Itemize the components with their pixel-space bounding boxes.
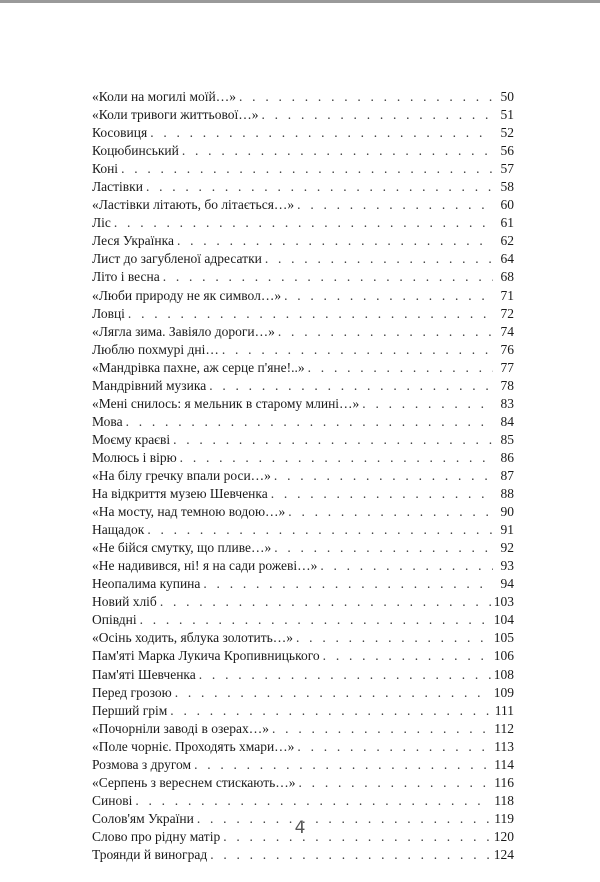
toc-entry-page: 84	[500, 413, 514, 429]
toc-entry-page: 106	[493, 648, 514, 664]
toc-entry-page: 68	[500, 269, 514, 285]
toc-entry	[92, 666, 514, 684]
dot-leader	[262, 106, 494, 124]
dot-leader	[150, 124, 493, 142]
toc-entry-title: Пам'яті Шевченка	[92, 666, 196, 682]
toc-entry	[92, 738, 514, 756]
toc-entry-page: 113	[494, 738, 514, 754]
toc-entry	[92, 88, 514, 106]
dot-leader	[272, 720, 491, 738]
dot-leader	[126, 413, 493, 431]
toc-entry	[92, 395, 514, 413]
dot-leader	[323, 647, 491, 665]
toc-entry	[92, 846, 514, 864]
toc-entry	[92, 449, 514, 467]
toc-entry-title: Перед грозою	[92, 684, 172, 700]
toc-entry	[92, 124, 514, 142]
toc-entry-page: 119	[494, 810, 514, 826]
toc-entry	[92, 647, 514, 665]
toc-entry-page: 61	[500, 215, 514, 231]
dot-leader	[362, 395, 493, 413]
dot-leader	[170, 702, 491, 720]
toc-entry-page: 52	[500, 125, 514, 141]
toc-entry	[92, 214, 514, 232]
toc-entry-title: «Не надивився, ні! я на сади рожеві…»	[92, 558, 318, 574]
toc-entry-title: Ловці	[92, 305, 125, 321]
dot-leader	[210, 846, 491, 864]
dot-leader	[274, 467, 493, 485]
toc-entry	[92, 539, 514, 557]
toc-entry-page: 64	[500, 251, 514, 267]
toc-entry-title: Люблю похмурі дні…	[92, 341, 219, 357]
toc-entry	[92, 106, 514, 124]
toc-entry-title: Пам'яті Марка Лукича Кропивницького	[92, 648, 320, 664]
toc-entry	[92, 250, 514, 268]
dot-leader	[320, 557, 493, 575]
toc-entry	[92, 142, 514, 160]
toc-entry-title: Лист до загубленої адресатки	[92, 251, 262, 267]
toc-entry	[92, 702, 514, 720]
dot-leader	[160, 593, 491, 611]
toc-entry-title: Літо і весна	[92, 269, 160, 285]
dot-leader	[163, 268, 493, 286]
dot-leader	[199, 666, 491, 684]
toc-entry	[92, 629, 514, 647]
dot-leader	[114, 214, 493, 232]
toc-entry-page: 58	[500, 179, 514, 195]
toc-entry	[92, 160, 514, 178]
toc-entry-title: «Лягла зима. Завіяло дороги…»	[92, 323, 275, 339]
toc-entry	[92, 413, 514, 431]
toc-entry-page: 60	[500, 197, 514, 213]
toc-entry-title: «Не бійся смутку, що пливе…»	[92, 540, 272, 556]
toc-entry-title: «Серпень з вереснем стискають…»	[92, 774, 296, 790]
toc-entry-page: 91	[500, 522, 514, 538]
toc-entry-title: «Осінь ходить, яблука золотить…»	[92, 630, 294, 646]
toc-entry-title: Перший грім	[92, 702, 168, 718]
toc-entry	[92, 521, 514, 539]
toc-entry	[92, 557, 514, 575]
dot-leader	[128, 305, 493, 323]
toc-entry-page: 77	[500, 359, 514, 375]
dot-leader	[146, 178, 493, 196]
toc-entry	[92, 593, 514, 611]
dot-leader	[297, 196, 493, 214]
toc-entry-page: 112	[494, 720, 514, 736]
toc-entry-title: Слово про рідну матір	[92, 828, 221, 844]
toc-entry-title: Новий хліб	[92, 594, 157, 610]
dot-leader	[299, 774, 492, 792]
toc-entry	[92, 341, 514, 359]
toc-entry-page: 88	[500, 486, 514, 502]
toc-entry-title: «Поле чорніє. Проходять хмари…»	[92, 738, 295, 754]
dot-leader	[297, 738, 491, 756]
toc-entry	[92, 377, 514, 395]
toc-entry-page: 104	[493, 612, 514, 628]
toc-entry-title: На відкриття музею Шевченка	[92, 486, 268, 502]
toc-entry-page: 57	[500, 161, 514, 177]
toc-entry	[92, 503, 514, 521]
toc-entry-title: Солов'ям України	[92, 810, 194, 826]
toc-entry-title: Синові	[92, 792, 133, 808]
toc-entry-title: Ластівки	[92, 179, 143, 195]
toc-entry-page: 62	[500, 233, 514, 249]
toc-entry-title: Косовиця	[92, 125, 148, 141]
dot-leader	[121, 160, 493, 178]
dot-leader	[194, 756, 491, 774]
dot-leader	[203, 575, 493, 593]
toc-entry-title: Моєму краєві	[92, 431, 171, 447]
toc-entry-title: «Люби природу не як символ…»	[92, 287, 282, 303]
toc-entry	[92, 720, 514, 738]
dot-leader	[135, 792, 491, 810]
toc-entry-page: 103	[493, 594, 514, 610]
toc-entry-page: 109	[493, 684, 514, 700]
top-border-line	[0, 0, 600, 3]
dot-leader	[175, 684, 491, 702]
dot-leader	[288, 503, 493, 521]
toc-entry-title: Леся Українка	[92, 233, 174, 249]
toc-entry	[92, 305, 514, 323]
toc-entry	[92, 287, 514, 305]
toc-entry-title: «На білу гречку впали роси…»	[92, 467, 271, 483]
toc-entry-page: 51	[500, 107, 514, 123]
toc-entry	[92, 467, 514, 485]
toc-entry-page: 86	[500, 449, 514, 465]
toc-entry	[92, 684, 514, 702]
toc-entry-page: 72	[500, 305, 514, 321]
toc-entry-title: «Мені снилось: я мельник в старому млині…»	[92, 395, 360, 411]
toc-entry	[92, 431, 514, 449]
toc-entry	[92, 196, 514, 214]
dot-leader	[180, 449, 493, 467]
dot-leader	[147, 521, 493, 539]
toc-entry-title: «Мандрівка пахне, аж серце п'яне!..»	[92, 359, 305, 375]
table-of-contents	[92, 88, 514, 864]
dot-leader	[177, 232, 493, 250]
toc-entry-page: 87	[500, 467, 514, 483]
toc-entry-title: Розмова з другом	[92, 756, 192, 772]
toc-entry-page: 90	[500, 504, 514, 520]
toc-entry-page: 71	[500, 287, 514, 303]
toc-entry-title: «Коли тривоги життьової…»	[92, 107, 259, 123]
toc-entry-page: 93	[500, 558, 514, 574]
toc-entry	[92, 178, 514, 196]
dot-leader	[271, 485, 493, 503]
toc-entry	[92, 774, 514, 792]
toc-entry-title: «Ластівки літають, бо літається…»	[92, 197, 295, 213]
toc-entry	[92, 268, 514, 286]
toc-entry	[92, 575, 514, 593]
dot-leader	[296, 629, 491, 647]
toc-entry	[92, 359, 514, 377]
dot-leader	[222, 341, 493, 359]
toc-entry-page: 116	[494, 774, 514, 790]
toc-entry-page: 94	[500, 576, 514, 592]
toc-entry	[92, 792, 514, 810]
toc-entry-page: 78	[500, 377, 514, 393]
toc-entry-page: 120	[493, 828, 514, 844]
toc-entry-page: 92	[500, 540, 514, 556]
toc-entry-title: «На мосту, над темною водою…»	[92, 504, 286, 520]
toc-entry-page: 76	[500, 341, 514, 357]
toc-entry-page: 74	[500, 323, 514, 339]
toc-entry-page: 114	[494, 756, 514, 772]
dot-leader	[265, 250, 493, 268]
toc-entry-title: Опівдні	[92, 612, 137, 628]
toc-entry-title: Ліс	[92, 215, 111, 231]
toc-entry-page: 108	[493, 666, 514, 682]
dot-leader	[278, 323, 493, 341]
dot-leader	[140, 611, 491, 629]
dot-leader	[284, 287, 493, 305]
toc-entry-page: 85	[500, 431, 514, 447]
dot-leader	[308, 359, 493, 377]
page-number: 4	[294, 818, 306, 838]
dot-leader	[239, 88, 493, 106]
toc-entry-title: Коцюбинський	[92, 143, 179, 159]
toc-entry	[92, 756, 514, 774]
toc-entry-page: 50	[500, 89, 514, 104]
toc-entry-title: Нащадок	[92, 522, 145, 538]
toc-entry-title: Неопалима купина	[92, 576, 201, 592]
toc-entry	[92, 232, 514, 250]
toc-entry-title: Мова	[92, 413, 123, 429]
toc-entry-page: 56	[500, 143, 514, 159]
toc-entry-title: Троянди й виноград	[92, 846, 208, 862]
toc-entry-page: 83	[500, 395, 514, 411]
dot-leader	[209, 377, 493, 395]
toc-entry	[92, 323, 514, 341]
dot-leader	[182, 142, 493, 160]
toc-entry-title: «Почорніли заводі в озерах…»	[92, 720, 270, 736]
toc-entry	[92, 611, 514, 629]
toc-entry-page: 105	[493, 630, 514, 646]
toc-entry-page: 111	[494, 702, 514, 718]
dot-leader	[274, 539, 493, 557]
toc-entry-title: Молюсь і вірю	[92, 449, 177, 465]
toc-entry-title: «Коли на могилі моїй…»	[92, 89, 237, 104]
toc-entry-title: Коні	[92, 161, 119, 177]
toc-entry-title: Мандрівний музика	[92, 377, 207, 393]
toc-entry-page: 118	[494, 792, 514, 808]
toc-entry-page: 124	[493, 846, 514, 862]
toc-entry	[92, 485, 514, 503]
dot-leader	[173, 431, 493, 449]
